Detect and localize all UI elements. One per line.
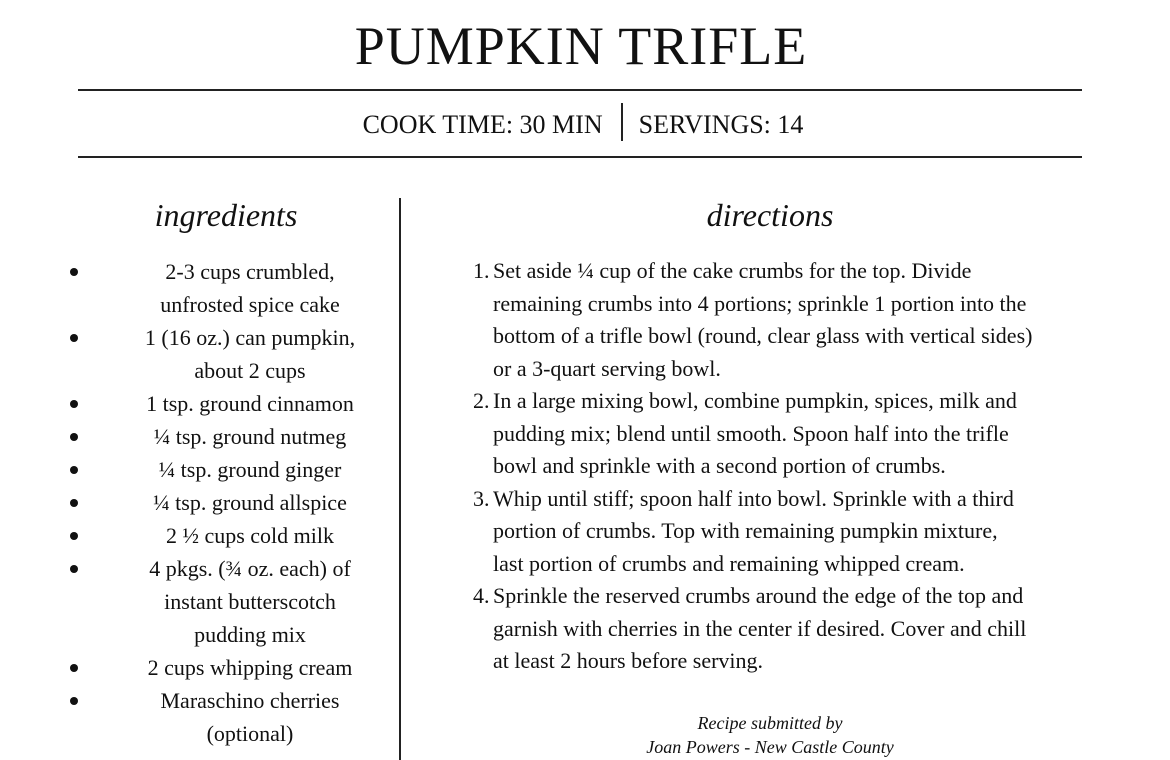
direction-step	[470, 255, 1100, 385]
step-line: Whip until stiff; spoon half into bowl. Sprinkle with a third	[493, 485, 1014, 511]
step-line: pudding mix; blend until smooth. Spoon half into the trifle	[493, 420, 1009, 446]
servings: SERVINGS: 14	[638, 110, 804, 139]
recipe-meta	[0, 103, 1166, 147]
directions-list	[470, 255, 1100, 678]
credit-line: Recipe submitted by	[697, 713, 843, 733]
bullet-icon	[70, 334, 78, 342]
ingredient-item: 1 tsp. ground cinnamon	[60, 387, 400, 420]
step-number: 1.	[473, 258, 490, 283]
step-number: 4.	[473, 583, 490, 608]
ingredients-list	[60, 255, 400, 750]
ingredient-item: 2 cups whipping cream	[60, 651, 400, 684]
meta-separator	[621, 103, 623, 141]
ingredient-item: Maraschino cherries (optional)	[60, 684, 400, 750]
recipe-credit	[470, 711, 1070, 759]
step-line: garnish with cherries in the center if desired. Cover and chill	[493, 615, 1027, 641]
bullet-icon	[70, 532, 78, 540]
ingredient-item: 2-3 cups crumbled, unfrosted spice cake	[60, 255, 400, 321]
top-divider	[78, 89, 1082, 91]
step-line: remaining crumbs into 4 portions; sprinkle 1 portion into the	[493, 290, 1027, 316]
ingredient-item: 4 pkgs. (¾ oz. each) of instant butterscotch pudding mix	[60, 552, 400, 651]
recipe-title: PUMPKIN TRIFLE	[354, 16, 808, 76]
direction-step	[470, 385, 1100, 483]
step-line: last portion of crumbs and remaining whipped cream.	[493, 550, 965, 576]
bullet-icon	[70, 400, 78, 408]
step-line: bottom of a trifle bowl (round, clear glass with vertical sides)	[493, 323, 1033, 348]
step-line: or a 3-quart serving bowl.	[493, 355, 721, 381]
bullet-icon	[70, 565, 78, 573]
bullet-icon	[70, 466, 78, 474]
bullet-icon	[70, 433, 78, 441]
bottom-divider	[78, 156, 1082, 158]
cook-time: COOK TIME: 30 MIN	[362, 110, 603, 139]
bullet-icon	[70, 268, 78, 276]
step-line: portion of crumbs. Top with remaining pumpkin mixture,	[493, 518, 998, 543]
step-number: 2.	[473, 388, 490, 413]
credit-author: Joan Powers - New Castle County	[646, 737, 894, 757]
step-line: Set aside ¼ cup of the cake crumbs for the top. Divide	[493, 258, 972, 283]
bullet-icon	[70, 499, 78, 507]
step-line: bowl and sprinkle with a second portion of crumbs.	[493, 453, 946, 478]
ingredient-item: 1 (16 oz.) can pumpkin, about 2 cups	[60, 321, 400, 387]
ingredient-item: ¼ tsp. ground allspice	[60, 486, 400, 519]
bullet-icon	[70, 697, 78, 705]
direction-step	[470, 580, 1100, 678]
step-number: 3.	[473, 485, 490, 511]
step-line: at least 2 hours before serving.	[493, 648, 764, 673]
step-line: Sprinkle the reserved crumbs around the edge of the top and	[493, 583, 1024, 608]
bullet-icon	[70, 664, 78, 672]
ingredients-heading: ingredients	[154, 197, 298, 233]
ingredient-item: ¼ tsp. ground nutmeg	[60, 420, 400, 453]
step-line: In a large mixing bowl, combine pumpkin, spices, milk and	[493, 388, 1017, 413]
directions-heading: directions	[706, 197, 834, 233]
ingredient-item: 2 ½ cups cold milk	[60, 519, 400, 552]
ingredient-item: ¼ tsp. ground ginger	[60, 453, 400, 486]
direction-step	[470, 483, 1100, 581]
